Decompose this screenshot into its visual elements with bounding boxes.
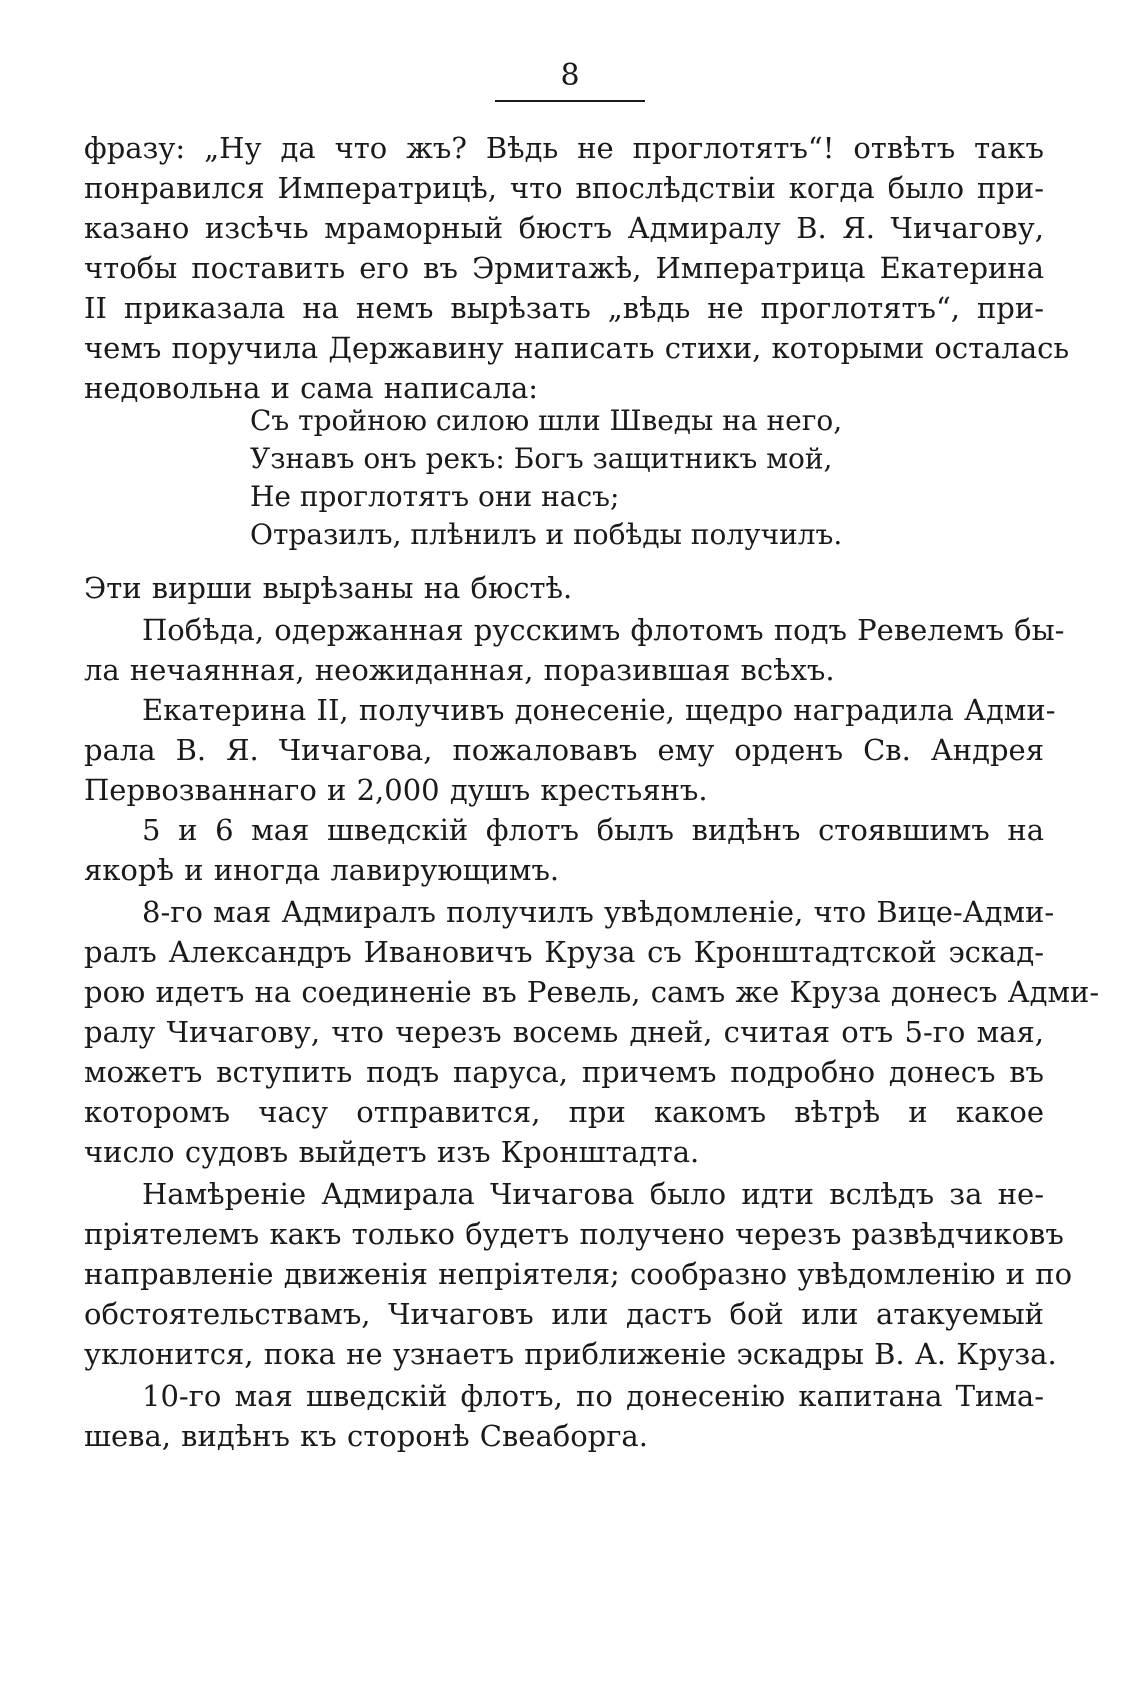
verse-line: Съ тройною силою шли Шведы на него,	[250, 404, 843, 437]
text-line: которомъ часу отправится, при какомъ вѣтрѣ и какое	[84, 1095, 1044, 1129]
text-line: казано изсѣчь мраморный бюстъ Адмиралу В. Я. Чичагову,	[84, 211, 1044, 245]
verse-line: Отразилъ, плѣнилъ и побѣды получилъ.	[250, 518, 843, 551]
header-rule	[495, 100, 645, 102]
text-line: недовольна и сама написала:	[84, 371, 539, 405]
paragraph	[84, 1376, 1044, 1456]
text-line: рала В. Я. Чичагова, пожаловавъ ему орденъ Св. Андрея	[84, 733, 1044, 767]
text-line: Екатерина II, получивъ донесеніе, щедро наградила Адми-	[142, 693, 1056, 727]
verse-line: Узнавъ онъ рекъ: Богъ защитникъ мой,	[250, 442, 833, 475]
paragraph	[84, 1174, 1073, 1374]
text-line: обстоятельствамъ, Чичаговъ или дастъ бой или атакуемый	[84, 1297, 1044, 1331]
text-line: Первозваннаго и 2,000 душъ крестьянъ.	[84, 773, 708, 807]
text-line: Побѣда, одержанная русскимъ флотомъ подъ Ревелемъ бы-	[142, 613, 1065, 647]
text-line: уклонится, пока не узнаетъ приближеніе эскадры В. А. Круза.	[84, 1337, 1057, 1371]
paragraph	[84, 810, 1044, 890]
page-number: 8	[560, 58, 580, 93]
paragraph	[84, 892, 1100, 1172]
paragraph-continuation	[84, 128, 1070, 408]
text-line: якорѣ и иногда лавирующимъ.	[84, 853, 560, 887]
text-line: чемъ поручила Державину написать стихи, которыми осталась	[84, 331, 1070, 365]
text-line: направленіе движенія непріятеля; сообразно увѣдомленію и по	[84, 1257, 1073, 1291]
text-line: ла нечаянная, неожиданная, поразившая всѣхъ.	[84, 653, 835, 687]
paragraph	[84, 690, 1056, 810]
verse-block	[250, 402, 950, 554]
text-line: 8-го мая Адмиралъ получилъ увѣдомленіе, что Вице-Адми-	[142, 895, 1055, 929]
text-line: фразу: „Ну да что жъ? Вѣдь не проглотятъ“! отвѣтъ такъ	[84, 131, 1044, 165]
text-line: II приказала на немъ вырѣзать „вѣдь не проглотятъ“, при-	[84, 291, 1044, 325]
text-line: 5 и 6 мая шведскій флотъ былъ видѣнъ стоявшимъ на	[142, 813, 1044, 847]
text-line: пріятелемъ какъ только будетъ получено черезъ развѣдчиковъ	[84, 1217, 1064, 1251]
text-line: 10-го мая шведскій флотъ, по донесенію капитана Тима-	[142, 1379, 1044, 1413]
paragraph	[84, 568, 1044, 608]
text-line: число судовъ выйдетъ изъ Кронштадта.	[84, 1135, 700, 1169]
text-line: Эти вирши вырѣзаны на бюстѣ.	[84, 571, 573, 605]
paragraph	[84, 610, 1065, 690]
text-line: ралъ Александръ Ивановичъ Круза съ Кронштадтской эскад-	[84, 935, 1044, 969]
text-line: Намѣреніе Адмирала Чичагова было идти вслѣдъ за не-	[142, 1177, 1044, 1211]
text-line: рою идетъ на соединеніе въ Ревель, самъ же Круза донесъ Адми-	[84, 975, 1100, 1009]
text-line: ралу Чичагову, что черезъ восемь дней, считая отъ 5-го мая,	[84, 1015, 1044, 1049]
text-line: чтобы поставить его въ Эрмитажѣ, Императрица Екатерина	[84, 251, 1044, 285]
text-line: можетъ вступить подъ паруса, причемъ подробно донесъ въ	[84, 1055, 1044, 1089]
text-line: шева, видѣнъ къ сторонѣ Свеаборга.	[84, 1419, 648, 1453]
verse-line: Не проглотятъ они насъ;	[250, 480, 620, 513]
text-line: понравился Императрицѣ, что впослѣдствіи когда было при-	[84, 171, 1044, 205]
